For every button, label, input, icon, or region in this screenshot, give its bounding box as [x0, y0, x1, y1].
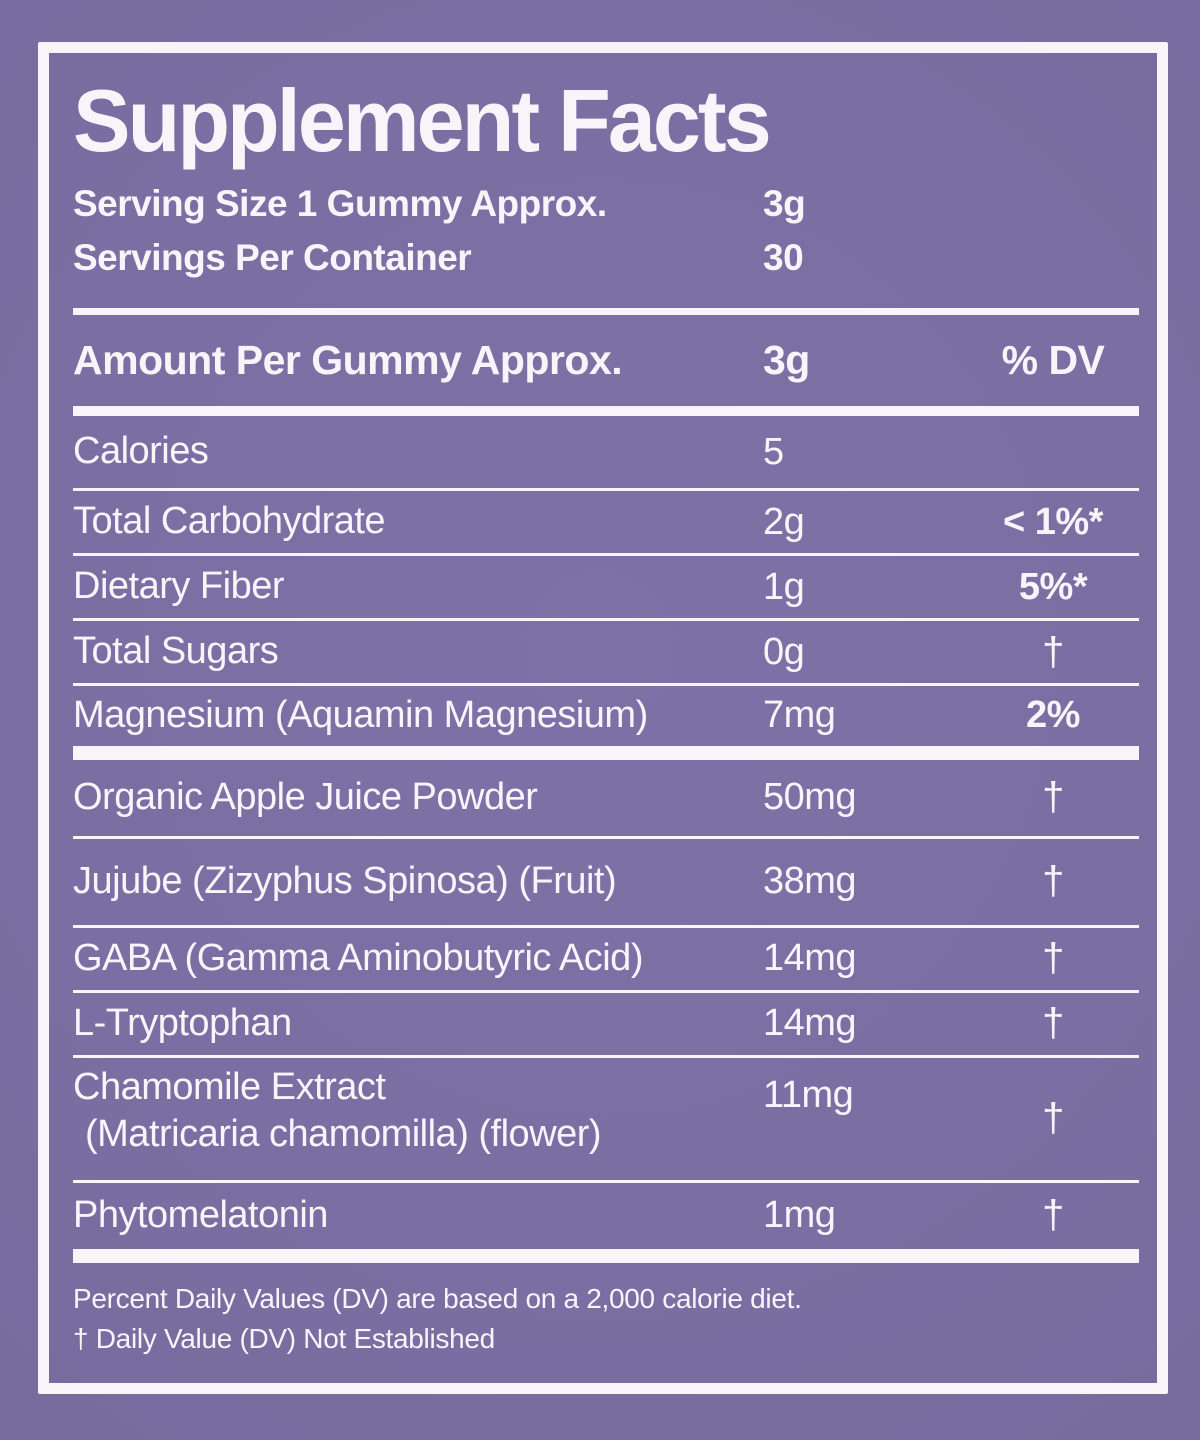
percent-dv-header: % DV — [1001, 337, 1105, 383]
nutrient-amount: 5 — [763, 430, 784, 473]
nutrient-amount: 11mg — [763, 1073, 854, 1116]
nutrient-label: L-Tryptophan — [73, 1001, 292, 1044]
footnote-dagger: † Daily Value (DV) Not Established — [73, 1322, 495, 1354]
page-title: Supplement Facts — [73, 71, 769, 170]
nutrient-dv: † — [1042, 775, 1064, 819]
nutrient-amount: 50mg — [763, 776, 857, 818]
thick-divider-bar — [73, 1249, 1139, 1263]
nutrient-label: Organic Apple Juice Powder — [73, 775, 538, 818]
nutrient-dv: † — [1042, 936, 1064, 980]
table-row-dietary-fiber — [73, 556, 1139, 621]
thick-divider-bar — [73, 746, 1139, 760]
nutrient-label: Dietary Fiber — [73, 565, 284, 608]
table-row-magnesium — [73, 686, 1139, 746]
nutrient-label-line1: Chamomile Extract — [73, 1065, 386, 1108]
nutrient-label: Jujube (Zizyphus Spinosa) (Fruit) — [73, 859, 617, 902]
nutrient-label-line2: (Matricaria chamomilla) (flower) — [85, 1113, 602, 1155]
nutrient-amount: 14mg — [763, 937, 857, 979]
table-row-total-carbohydrate — [73, 491, 1139, 556]
nutrient-amount: 2g — [763, 500, 805, 543]
amount-header-row — [73, 315, 1139, 406]
divider-above-header — [73, 308, 1139, 315]
serving-size-label: Serving Size 1 Gummy Approx. — [73, 183, 607, 224]
nutrient-label: Phytomelatonin — [73, 1193, 328, 1236]
nutrient-dv: † — [1042, 1193, 1064, 1237]
nutrient-amount: 0g — [763, 630, 805, 673]
nutrient-label: GABA (Gamma Aminobutyric Acid) — [73, 936, 643, 979]
serving-size-row — [73, 175, 1139, 229]
footnotes — [73, 1279, 1139, 1359]
nutrient-label: Total Carbohydrate — [73, 500, 386, 543]
table-row-total-sugars — [73, 621, 1139, 686]
table-row-phytomelatonin — [73, 1183, 1139, 1249]
servings-per-container-label: Servings Per Container — [73, 237, 472, 278]
table-row-calories — [73, 416, 1139, 491]
footnote-daily-values: Percent Daily Values (DV) are based on a 2,000 calorie diet. — [73, 1282, 802, 1314]
nutrient-dv: † — [1042, 859, 1064, 903]
nutrient-dv: 2% — [1026, 694, 1080, 737]
nutrient-label: Total Sugars — [73, 630, 279, 673]
panel-content — [73, 53, 1139, 1383]
nutrient-dv: < 1%* — [1003, 500, 1103, 543]
nutrient-amount: 14mg — [763, 1002, 857, 1044]
nutrient-amount: 1mg — [763, 1194, 836, 1236]
table-row-chamomile-extract — [73, 1058, 1139, 1183]
nutrient-dv: † — [1042, 1001, 1064, 1045]
divider-below-header — [73, 406, 1139, 416]
table-row-jujube — [73, 839, 1139, 928]
amount-header-value: 3g — [763, 337, 810, 383]
nutrient-dv: † — [1042, 1096, 1064, 1140]
servings-per-container-value: 30 — [763, 237, 804, 279]
table-row-l-tryptophan — [73, 993, 1139, 1058]
nutrient-amount: 1g — [763, 565, 805, 608]
serving-size-value: 3g — [763, 183, 806, 225]
nutrient-label — [73, 1058, 763, 1165]
supplement-facts-panel — [38, 42, 1168, 1394]
nutrient-amount: 7mg — [763, 694, 836, 737]
nutrient-amount: 38mg — [763, 860, 857, 902]
nutrient-dv: † — [1042, 629, 1064, 674]
amount-header-label: Amount Per Gummy Approx. — [73, 336, 623, 383]
table-row-apple-juice-powder — [73, 760, 1139, 839]
nutrient-label: Calories — [73, 430, 209, 473]
servings-per-container-row — [73, 229, 1139, 283]
nutrient-label: Magnesium (Aquamin Magnesium) — [73, 694, 648, 736]
table-row-gaba — [73, 928, 1139, 993]
nutrient-dv: 5%* — [1018, 565, 1088, 608]
